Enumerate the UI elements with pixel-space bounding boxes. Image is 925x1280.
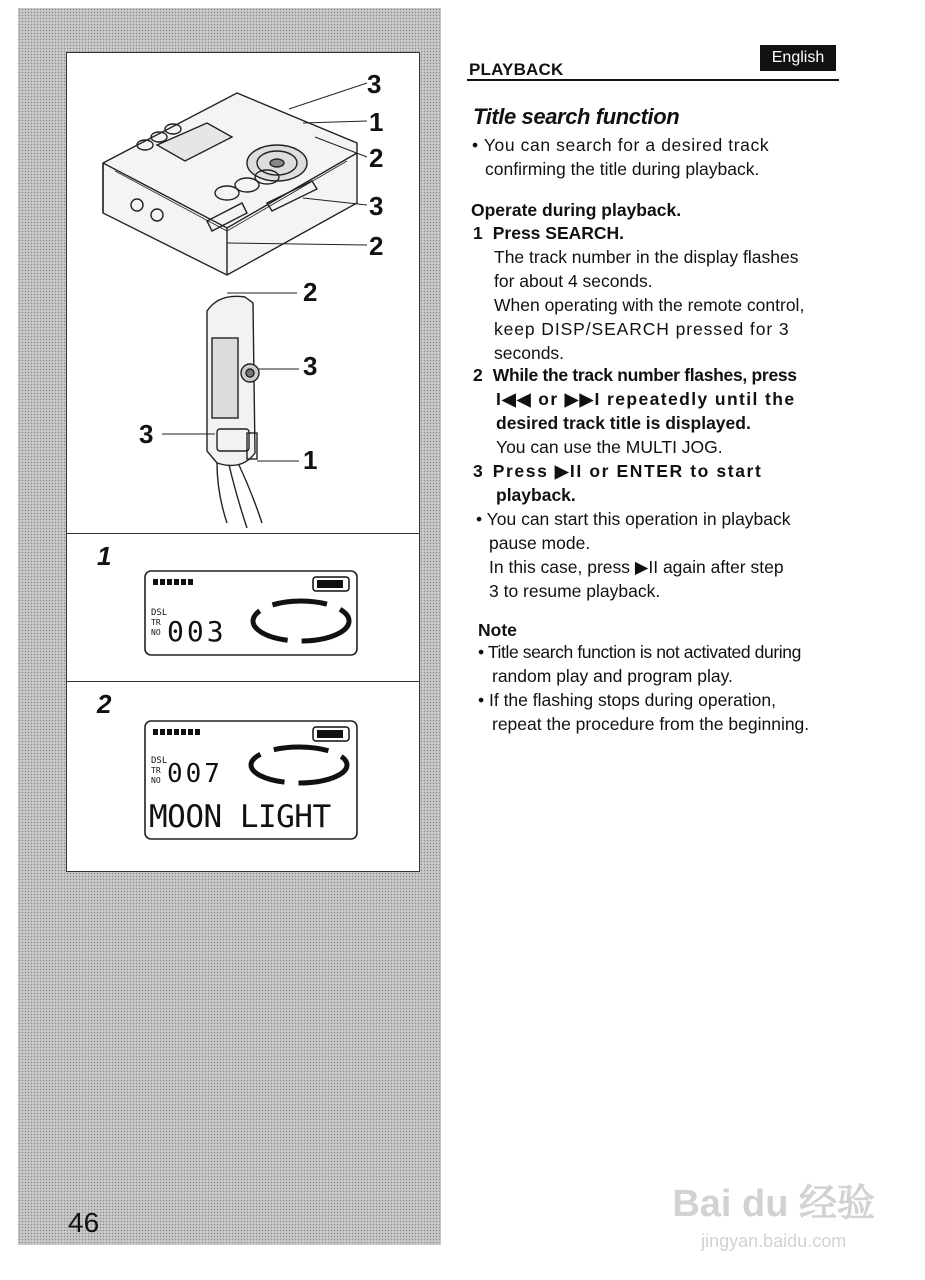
svg-text:TR: TR: [151, 618, 161, 627]
step-3-label-2: playback.: [496, 485, 576, 505]
panel-divider-2: [67, 681, 419, 682]
panel-2-step-number: 2: [97, 689, 112, 719]
step-2-label-1: While the track number flashes, press: [492, 365, 797, 385]
section-header: PLAYBACK: [469, 60, 564, 79]
page-title: Title search function: [473, 104, 680, 129]
header-rule: [467, 79, 839, 81]
lcd-track-number-2: 007: [167, 759, 223, 789]
callout-remote-1: 2: [303, 277, 318, 307]
watermark-brand: Bai du 经验: [672, 1183, 875, 1225]
svg-text:NO: NO: [151, 776, 161, 785]
step-3-label-1: Press ▶II or ENTER to start: [492, 461, 763, 481]
callout-top-3: 2: [369, 143, 384, 173]
note-line-3: • If the flashing stops during operation,: [478, 690, 776, 710]
step-2-body-1: You can use the MULTI JOG.: [496, 437, 723, 457]
intro-text: [472, 133, 769, 181]
callout-top-5: 2: [369, 231, 384, 261]
intro-line-2: confirming the title during playback.: [485, 159, 760, 179]
step-1-number: 1: [473, 223, 483, 243]
step-1-body-4: keep DISP/SEARCH pressed for 3: [494, 319, 790, 339]
watermark-url: jingyan.baidu.com: [701, 1231, 847, 1251]
intro-line-1: • You can search for a desired track: [472, 135, 770, 155]
bullet-line-4: 3 to resume playback.: [489, 581, 661, 601]
step-3: [473, 459, 853, 507]
svg-text:DSL: DSL: [151, 756, 168, 766]
callout-remote-3: 3: [139, 419, 154, 449]
bullet-line-2: pause mode.: [489, 533, 591, 553]
callout-top-2: 1: [369, 107, 384, 137]
callout-remote-4: 1: [303, 445, 318, 475]
step-2-number: 2: [473, 365, 483, 385]
note-line-4: repeat the procedure from the beginning.: [492, 714, 810, 734]
note-line-2: random play and program play.: [492, 666, 733, 686]
panel-divider-1: [67, 533, 419, 534]
svg-text:NO: NO: [151, 628, 161, 637]
lcd-track-number-1: 003: [167, 615, 227, 648]
step-1-label: Press SEARCH.: [492, 223, 625, 243]
callout-top-1: 3: [367, 69, 382, 99]
step-1: [473, 221, 853, 365]
step-1-body-2: for about 4 seconds.: [494, 271, 653, 291]
svg-text:TR: TR: [151, 766, 161, 775]
callout-remote-2: 3: [303, 351, 318, 381]
bullet-line-3: In this case, press ▶II again after step: [489, 557, 784, 577]
lcd-track-title: MOON LIGHT: [149, 799, 331, 835]
note-line-1: • Title search function is not activated during: [478, 642, 801, 662]
step-2-label-2: I◀◀ or ▶▶I repeatedly until the: [496, 389, 796, 409]
step-3-number: 3: [473, 461, 483, 481]
panel-1-step-number: 1: [97, 541, 112, 571]
language-label: English: [760, 45, 836, 71]
step-1-body-3: When operating with the remote control,: [494, 295, 805, 315]
figure-box: [66, 52, 420, 872]
minidisc-player-illustration: [67, 53, 419, 533]
operate-heading: Operate during playback.: [471, 200, 682, 220]
step-2: [473, 363, 853, 459]
callout-top-4: 3: [369, 191, 384, 221]
svg-text:DSL: DSL: [151, 608, 168, 618]
step-1-body-5: seconds.: [494, 343, 565, 363]
playback-pause-bullet: [476, 507, 856, 603]
note-list: [478, 640, 858, 736]
note-heading: Note: [478, 620, 517, 640]
bullet-line-1: • You can start this operation in playback: [476, 509, 791, 529]
step-2-label-3: desired track title is displayed.: [496, 413, 751, 433]
page-number: 46: [68, 1207, 100, 1238]
baidu-watermark: [672, 1172, 875, 1252]
step-1-body-1: The track number in the display flashes: [494, 247, 799, 267]
